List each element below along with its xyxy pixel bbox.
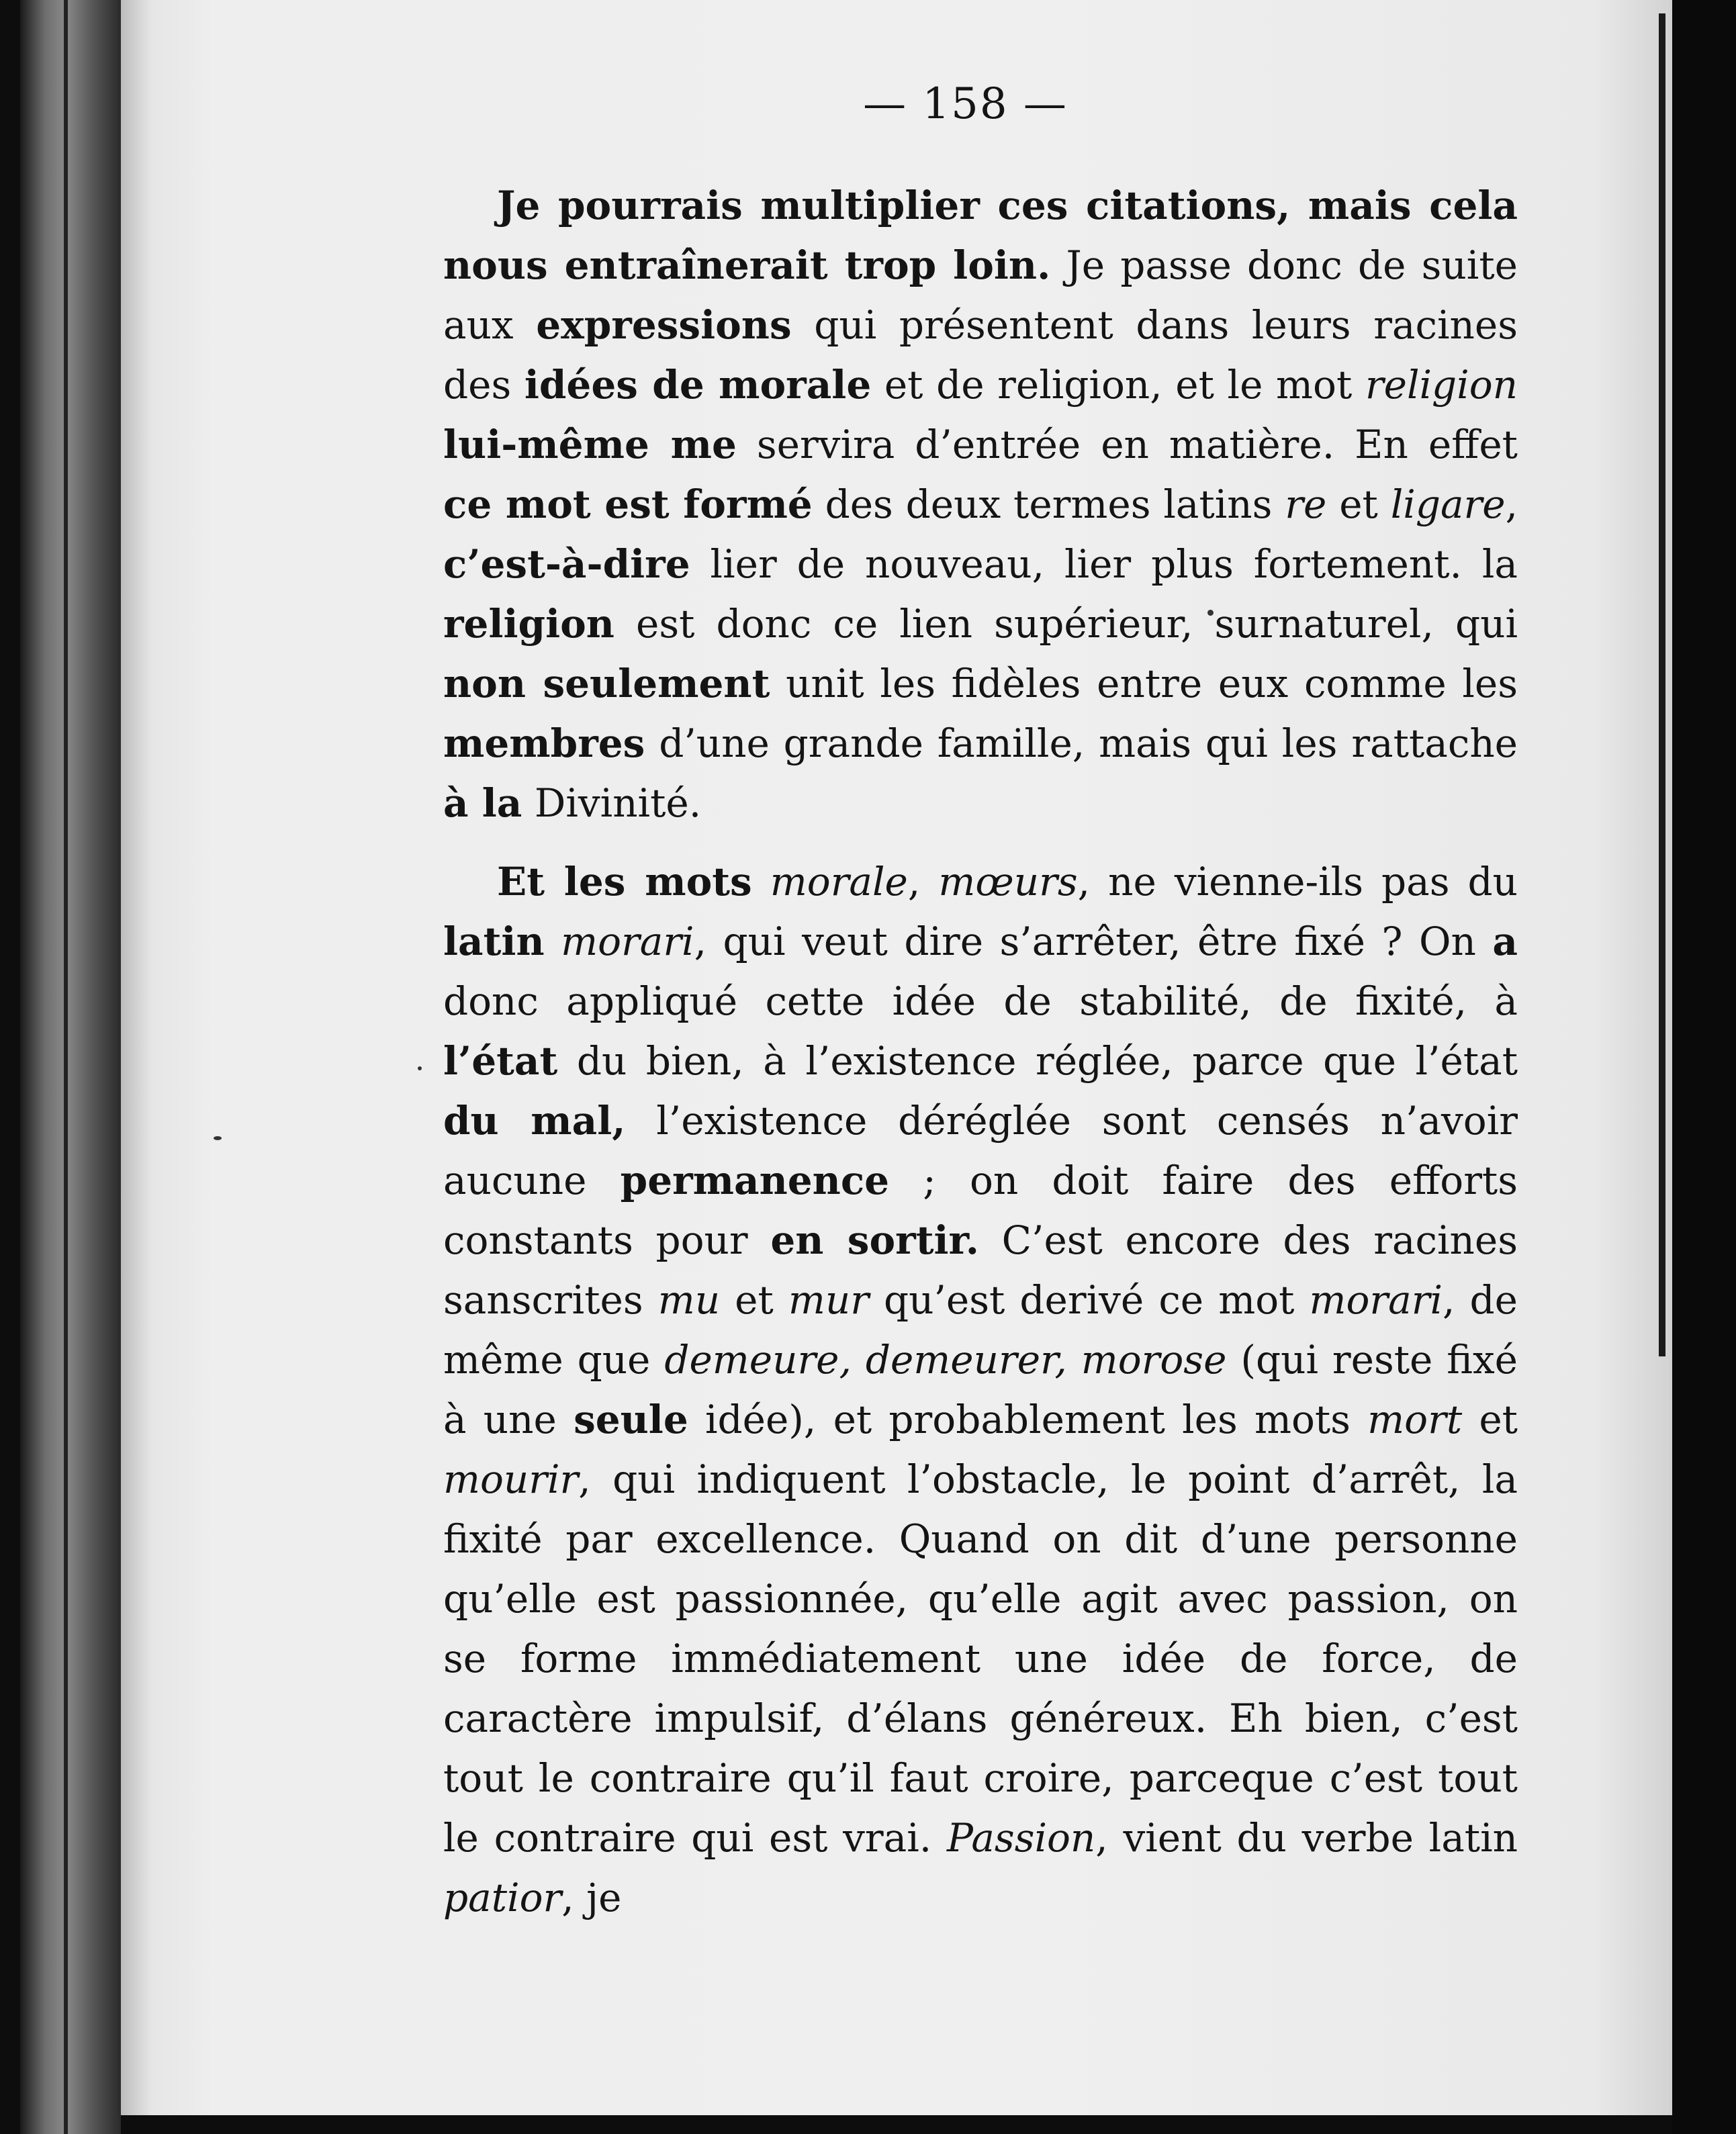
italic-term: mœurs: [938, 859, 1078, 904]
text-run: (qui reste fixé à une: [443, 1337, 1518, 1442]
italic-term: morari: [561, 919, 694, 964]
text-run: Divinité.: [522, 780, 702, 826]
text-run: qui présentent dans leurs racines des: [443, 302, 1518, 408]
text-run: , qui veut dire s’arrêter, être fixé ? On: [694, 919, 1493, 964]
text-run: religion: [443, 601, 614, 647]
text-run: à la: [443, 780, 522, 826]
text-run: donc appliqué cette idée de stabilité, de fixité, à: [443, 978, 1518, 1024]
paragraph: [443, 852, 1518, 1928]
text-run: lui-même me: [443, 422, 737, 467]
text-run: l’état: [443, 1038, 558, 1084]
text-run: , ne vienne-ils pas du: [1077, 859, 1518, 904]
text-run: ,: [1505, 481, 1518, 527]
italic-term: morari: [1309, 1277, 1443, 1323]
text-run: et: [1462, 1397, 1518, 1442]
text-run: unit les fidèles entre eux comme les: [770, 661, 1518, 706]
text-run: servira d’entrée en matière. En effet: [736, 422, 1518, 467]
scan-right-border: [1672, 0, 1736, 2134]
text-run: Et les mots: [497, 859, 752, 904]
page-edge-shadow: [1659, 13, 1665, 1356]
book-binding-edge: [20, 0, 121, 2134]
text-run: non seulement: [443, 661, 770, 706]
text-run: c’est-à-dire: [443, 541, 690, 587]
italic-term: mur: [788, 1277, 869, 1323]
ink-speck: [418, 1066, 422, 1070]
page-body-text: [443, 176, 1518, 1928]
text-run: et: [720, 1277, 788, 1323]
text-run: des deux termes latins: [812, 481, 1285, 527]
paragraph: [443, 176, 1518, 833]
text-run: et de religion, et le mot: [871, 362, 1365, 408]
text-run: , qui indiquent l’obstacle, le point d’arrêt, la fixité par excellence. Quand on dit d’une personne qu’elle est passionnée, qu’elle agit avec passion, on se forme immédiatement une idée de force, de caractère impulsif, d’élans généreux. Eh bien, c’est tout le contraire qu’il faut croire, parceque c’est tout le contraire qui est vrai.: [443, 1456, 1518, 1861]
text-run: [752, 859, 770, 904]
text-run: idée), et probablement les mots: [688, 1397, 1368, 1442]
text-run: Je pourrais multiplier ces citations, mais cela nous entraînerait trop loin.: [443, 183, 1518, 288]
italic-term: ligare: [1390, 481, 1506, 527]
text-run: expressions: [536, 302, 792, 348]
italic-term: Passion: [946, 1815, 1096, 1861]
italic-term: mourir: [443, 1456, 579, 1502]
text-run: lier de nouveau, lier plus fortement. la: [690, 541, 1518, 587]
text-run: et: [1326, 481, 1391, 527]
text-run: latin: [443, 919, 545, 964]
text-run: idées de morale: [524, 362, 872, 408]
text-run: a: [1492, 919, 1518, 964]
italic-term: demeure, demeurer, morose: [664, 1337, 1227, 1383]
italic-term: mort: [1367, 1397, 1463, 1442]
text-run: Je passe donc de suite aux: [443, 242, 1518, 348]
text-run: est donc ce lien supérieur, surnaturel, qui: [614, 601, 1518, 647]
page-number: — 158 —: [863, 79, 1068, 129]
italic-term: re: [1285, 481, 1327, 527]
text-run: en sortir.: [770, 1217, 979, 1263]
ink-speck: [214, 1136, 222, 1140]
text-run: d’une grande famille, mais qui les rattache: [645, 721, 1518, 766]
text-run: C’est encore des racines sanscrites: [443, 1217, 1518, 1323]
text-run: permanence: [620, 1158, 890, 1203]
text-run: , de même que: [443, 1277, 1518, 1383]
italic-term: religion: [1365, 362, 1518, 408]
text-run: seule: [574, 1397, 688, 1442]
text-run: , je: [561, 1875, 622, 1920]
italic-term: mu: [657, 1277, 721, 1323]
text-run: l’existence déréglée sont censés n’avoir aucune: [443, 1098, 1518, 1203]
text-run: ,: [907, 859, 939, 904]
binding-shadow-line: [64, 0, 68, 2134]
italic-term: patior: [443, 1875, 562, 1920]
italic-term: morale: [770, 859, 908, 904]
text-run: membres: [443, 721, 645, 766]
text-run: [545, 919, 561, 964]
text-run: du bien, à l’existence réglée, parce que l’état: [557, 1038, 1518, 1084]
text-run: , vient du verbe latin: [1095, 1815, 1518, 1861]
text-run: ce mot est formé: [443, 481, 813, 527]
text-run: qu’est derivé ce mot: [868, 1277, 1310, 1323]
text-run: ; on doit faire des efforts constants pour: [443, 1158, 1518, 1263]
text-run: du mal,: [443, 1098, 626, 1144]
